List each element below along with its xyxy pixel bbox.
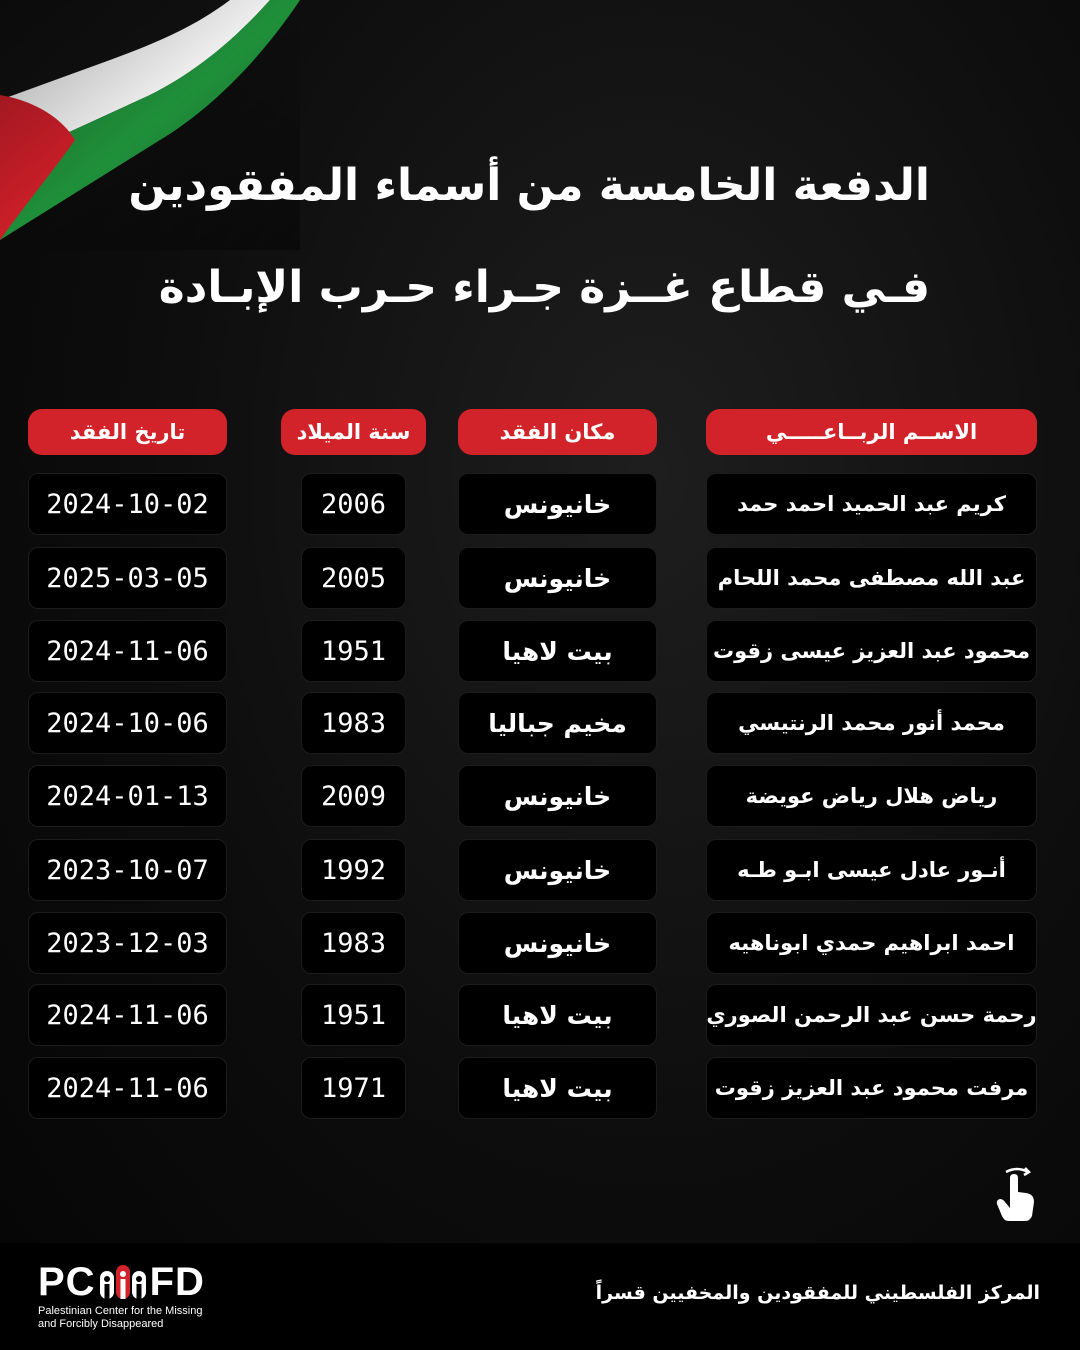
pcmfd-logo — [38, 1262, 238, 1331]
page-title-line-1: الدفعة الخامسة من أسماء المفقودين — [128, 160, 930, 211]
swipe-hand-icon — [992, 1166, 1042, 1222]
cell-birth-year: 1992 — [301, 839, 406, 901]
header-birth-year: سنة الميلاد — [281, 409, 426, 455]
cell-place: خانيونس — [458, 473, 657, 535]
cell-name: رياض هلال رياض عويضة — [706, 765, 1037, 827]
cell-place: مخيم جباليا — [458, 692, 657, 754]
cell-name: أنـور عادل عيسى ابـو طـه — [706, 839, 1037, 901]
cell-name: كريم عبد الحميد احمد حمد — [706, 473, 1037, 535]
cell-birth-year: 2005 — [301, 547, 406, 609]
cell-loss-date: 2024-11-06 — [28, 620, 227, 682]
cell-birth-year: 2006 — [301, 473, 406, 535]
header-full-name: الاســم الربــاعـــــي — [706, 409, 1037, 455]
cell-name: احمد ابراهيم حمدي ابوناهيه — [706, 912, 1037, 974]
cell-place: خانيونس — [458, 839, 657, 901]
cell-name: عبد الله مصطفى محمد اللحام — [706, 547, 1037, 609]
cell-name: محمد أنور محمد الرنتيسي — [706, 692, 1037, 754]
cell-birth-year: 1951 — [301, 620, 406, 682]
organization-name-arabic: المركز الفلسطيني للمفقودين والمخفيين قسراً — [595, 1282, 1040, 1304]
cell-birth-year: 1983 — [301, 692, 406, 754]
page-title-line-2: فـي قطاع غــزة جـراء حـرب الإبـادة — [158, 262, 930, 313]
logo-subtitle-line-2: and Forcibly Disappeared — [38, 1318, 164, 1330]
cell-name: محمود عبد العزيز عيسى زقوت — [706, 620, 1037, 682]
cell-loss-date: 2024-01-13 — [28, 765, 227, 827]
cell-loss-date: 2024-11-06 — [28, 1057, 227, 1119]
cell-place: خانيونس — [458, 912, 657, 974]
logo-subtitle-line-1: Palestinian Center for the Missing — [38, 1305, 203, 1317]
cell-place: خانيونس — [458, 547, 657, 609]
cell-birth-year: 1951 — [301, 984, 406, 1046]
cell-name: مرفت محمود عبد العزيز زقوت — [706, 1057, 1037, 1119]
cell-place: بيت لاهيا — [458, 984, 657, 1046]
palestine-flag — [0, 0, 300, 250]
cell-loss-date: 2024-11-06 — [28, 984, 227, 1046]
logo-text-right: FD — [149, 1260, 205, 1304]
cell-loss-date: 2024-10-02 — [28, 473, 227, 535]
cell-birth-year: 1983 — [301, 912, 406, 974]
cell-loss-date: 2024-10-06 — [28, 692, 227, 754]
cell-place: بيت لاهيا — [458, 620, 657, 682]
cell-name: رحمة حسن عبد الرحمن الصوري — [706, 984, 1037, 1046]
cell-place: خانيونس — [458, 765, 657, 827]
cell-birth-year: 2009 — [301, 765, 406, 827]
cell-place: بيت لاهيا — [458, 1057, 657, 1119]
header-place-of-loss: مكان الفقد — [458, 409, 657, 455]
logo-text-left: PC — [38, 1260, 96, 1304]
cell-loss-date: 2023-10-07 — [28, 839, 227, 901]
cell-loss-date: 2025-03-05 — [28, 547, 227, 609]
header-loss-date: تاريخ الفقد — [28, 409, 227, 455]
cell-birth-year: 1971 — [301, 1057, 406, 1119]
cell-loss-date: 2023-12-03 — [28, 912, 227, 974]
logo-figures-icon — [98, 1265, 148, 1299]
